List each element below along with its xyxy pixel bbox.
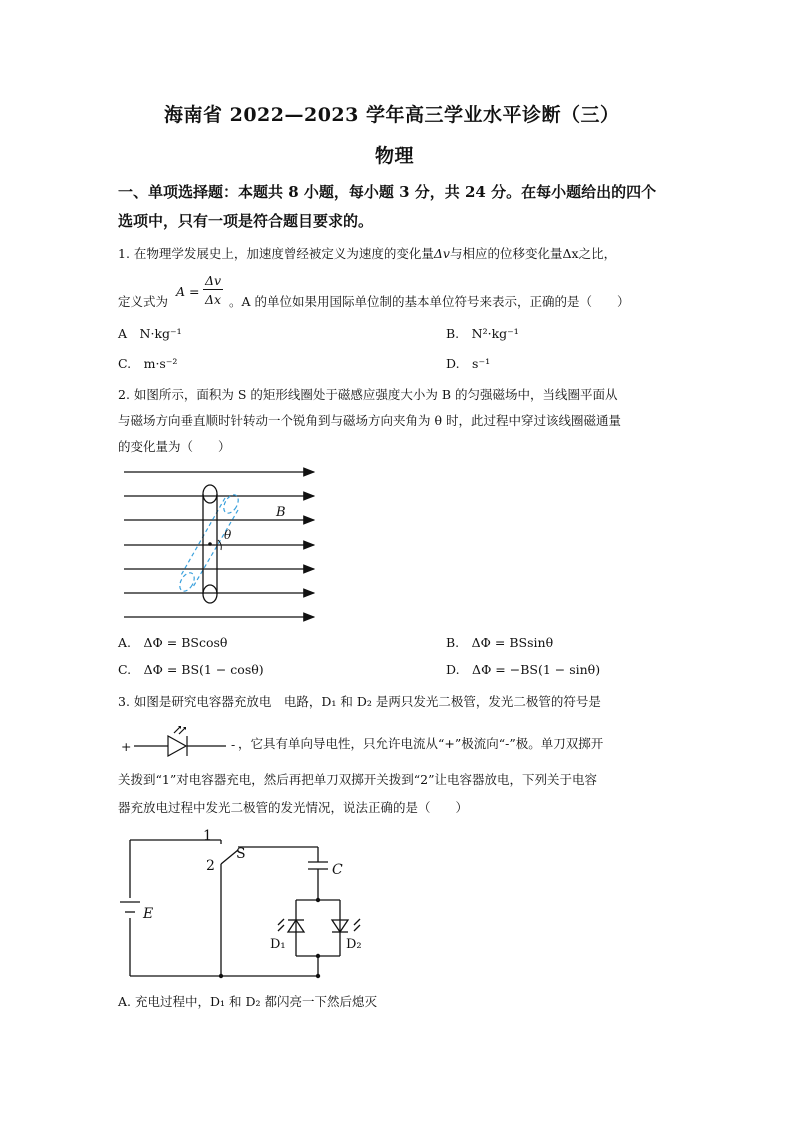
junction-node-4: [316, 954, 320, 958]
q1-line2b: 。A 的单位如果用国际单位制的基本单位符号来表示，正确的是（ ）: [229, 294, 630, 309]
q3-line1: 3. 如图是研究电容器充放电 电路，D₁ 和 D₂ 是两只发光二极管，发光二极管的符号是: [118, 694, 601, 709]
q3-line4: 器充放电过程中发光二极管的发光情况，说法正确的是（ ）: [118, 800, 469, 815]
field-lines: [124, 472, 314, 617]
q2-line2: 与磁场方向垂直顺时针转动一个锐角到与磁场方向夹角为 θ 时，此过程中穿过该线圈磁通量: [118, 413, 621, 428]
q2-option-d[interactable]: D. ΔΦ = −BS(1 − sinθ): [446, 662, 601, 677]
q3-line3: 关拨到“1”对电容器充电，然后再把单刀双掷开关拨到“2”让电容器放电，下列关于电容: [118, 772, 597, 787]
battery-label-e: E: [143, 906, 154, 922]
q1-dv: Δv: [433, 246, 450, 261]
circuit-figure: [118, 822, 388, 987]
switch-terminal-2: 2: [206, 858, 215, 874]
q1-line1c: 之比，: [578, 246, 617, 261]
section-heading-line2: 选项中，只有一项是符合题目要求的。: [118, 212, 374, 230]
q2-option-b[interactable]: B. ΔΦ = BSsinθ: [446, 635, 554, 650]
q1-formula-lhs: A =: [176, 284, 200, 299]
q2-line3: 的变化量为（ ）: [118, 439, 231, 454]
q1-line1a: 1. 在物理学发展史上，加速度曾经被定义为速度的变化量: [118, 246, 434, 261]
q1-formula-denominator: Δx: [205, 292, 222, 307]
junction-node-3: [316, 898, 320, 902]
q1-option-b[interactable]: B. N²·kg⁻¹: [446, 326, 519, 341]
diode-label-d1: D₁: [270, 937, 286, 952]
q3-option-a[interactable]: A. 充电过程中，D₁ 和 D₂ 都闪亮一下然后熄灭: [118, 994, 377, 1009]
field-label-b: B: [276, 505, 286, 520]
led-symbol-minus: -: [231, 737, 236, 752]
q2-option-c[interactable]: C. ΔΦ = BS(1 − cosθ): [118, 662, 264, 677]
junction-node-2: [316, 974, 320, 978]
angle-label-theta: θ: [224, 528, 232, 542]
capacitor-label-c: C: [332, 862, 343, 878]
q1-line1b: 与相应的位移变化量: [450, 246, 563, 261]
led-symbol-plus: +: [121, 739, 132, 754]
q1-line2a: 定义式为: [118, 294, 169, 309]
switch-terminal-1: 1: [203, 828, 212, 844]
q1-dx: Δx: [562, 246, 579, 261]
subject-title: 物理: [375, 145, 415, 167]
q1-option-d[interactable]: D. s⁻¹: [446, 356, 491, 371]
q2-option-a[interactable]: A. ΔΦ = BScosθ: [118, 635, 228, 650]
switch-label-s: S: [236, 846, 246, 862]
q2-line1: 2. 如图所示，面积为 S 的矩形线圈处于磁感应强度大小为 B 的匀强磁场中，当线圈平面从: [118, 387, 618, 402]
section-heading-line1: 一、单项选择题：本题共 8 小题，每小题 3 分，共 24 分。在每小题给出的四个: [118, 183, 657, 201]
junction-node-1: [219, 974, 223, 978]
q1-line1: [118, 245, 616, 263]
q1-option-c[interactable]: C. m·s⁻²: [118, 356, 178, 371]
q1-option-a[interactable]: A N·kg⁻¹: [118, 326, 182, 341]
led-symbol-icon: [134, 724, 230, 760]
page-title: 海南省 2022—2023 学年高三学业水平诊断（三）: [164, 104, 620, 126]
q3-line2: ，它具有单向导电性，只允许电流从“+”极流向“-”极。单刀双掷开: [238, 736, 604, 751]
coil-axis-point: [208, 542, 212, 546]
diode-label-d2: D₂: [346, 937, 362, 952]
q1-formula-numerator: Δv: [205, 273, 222, 288]
magnetic-field-figure: [118, 460, 328, 630]
